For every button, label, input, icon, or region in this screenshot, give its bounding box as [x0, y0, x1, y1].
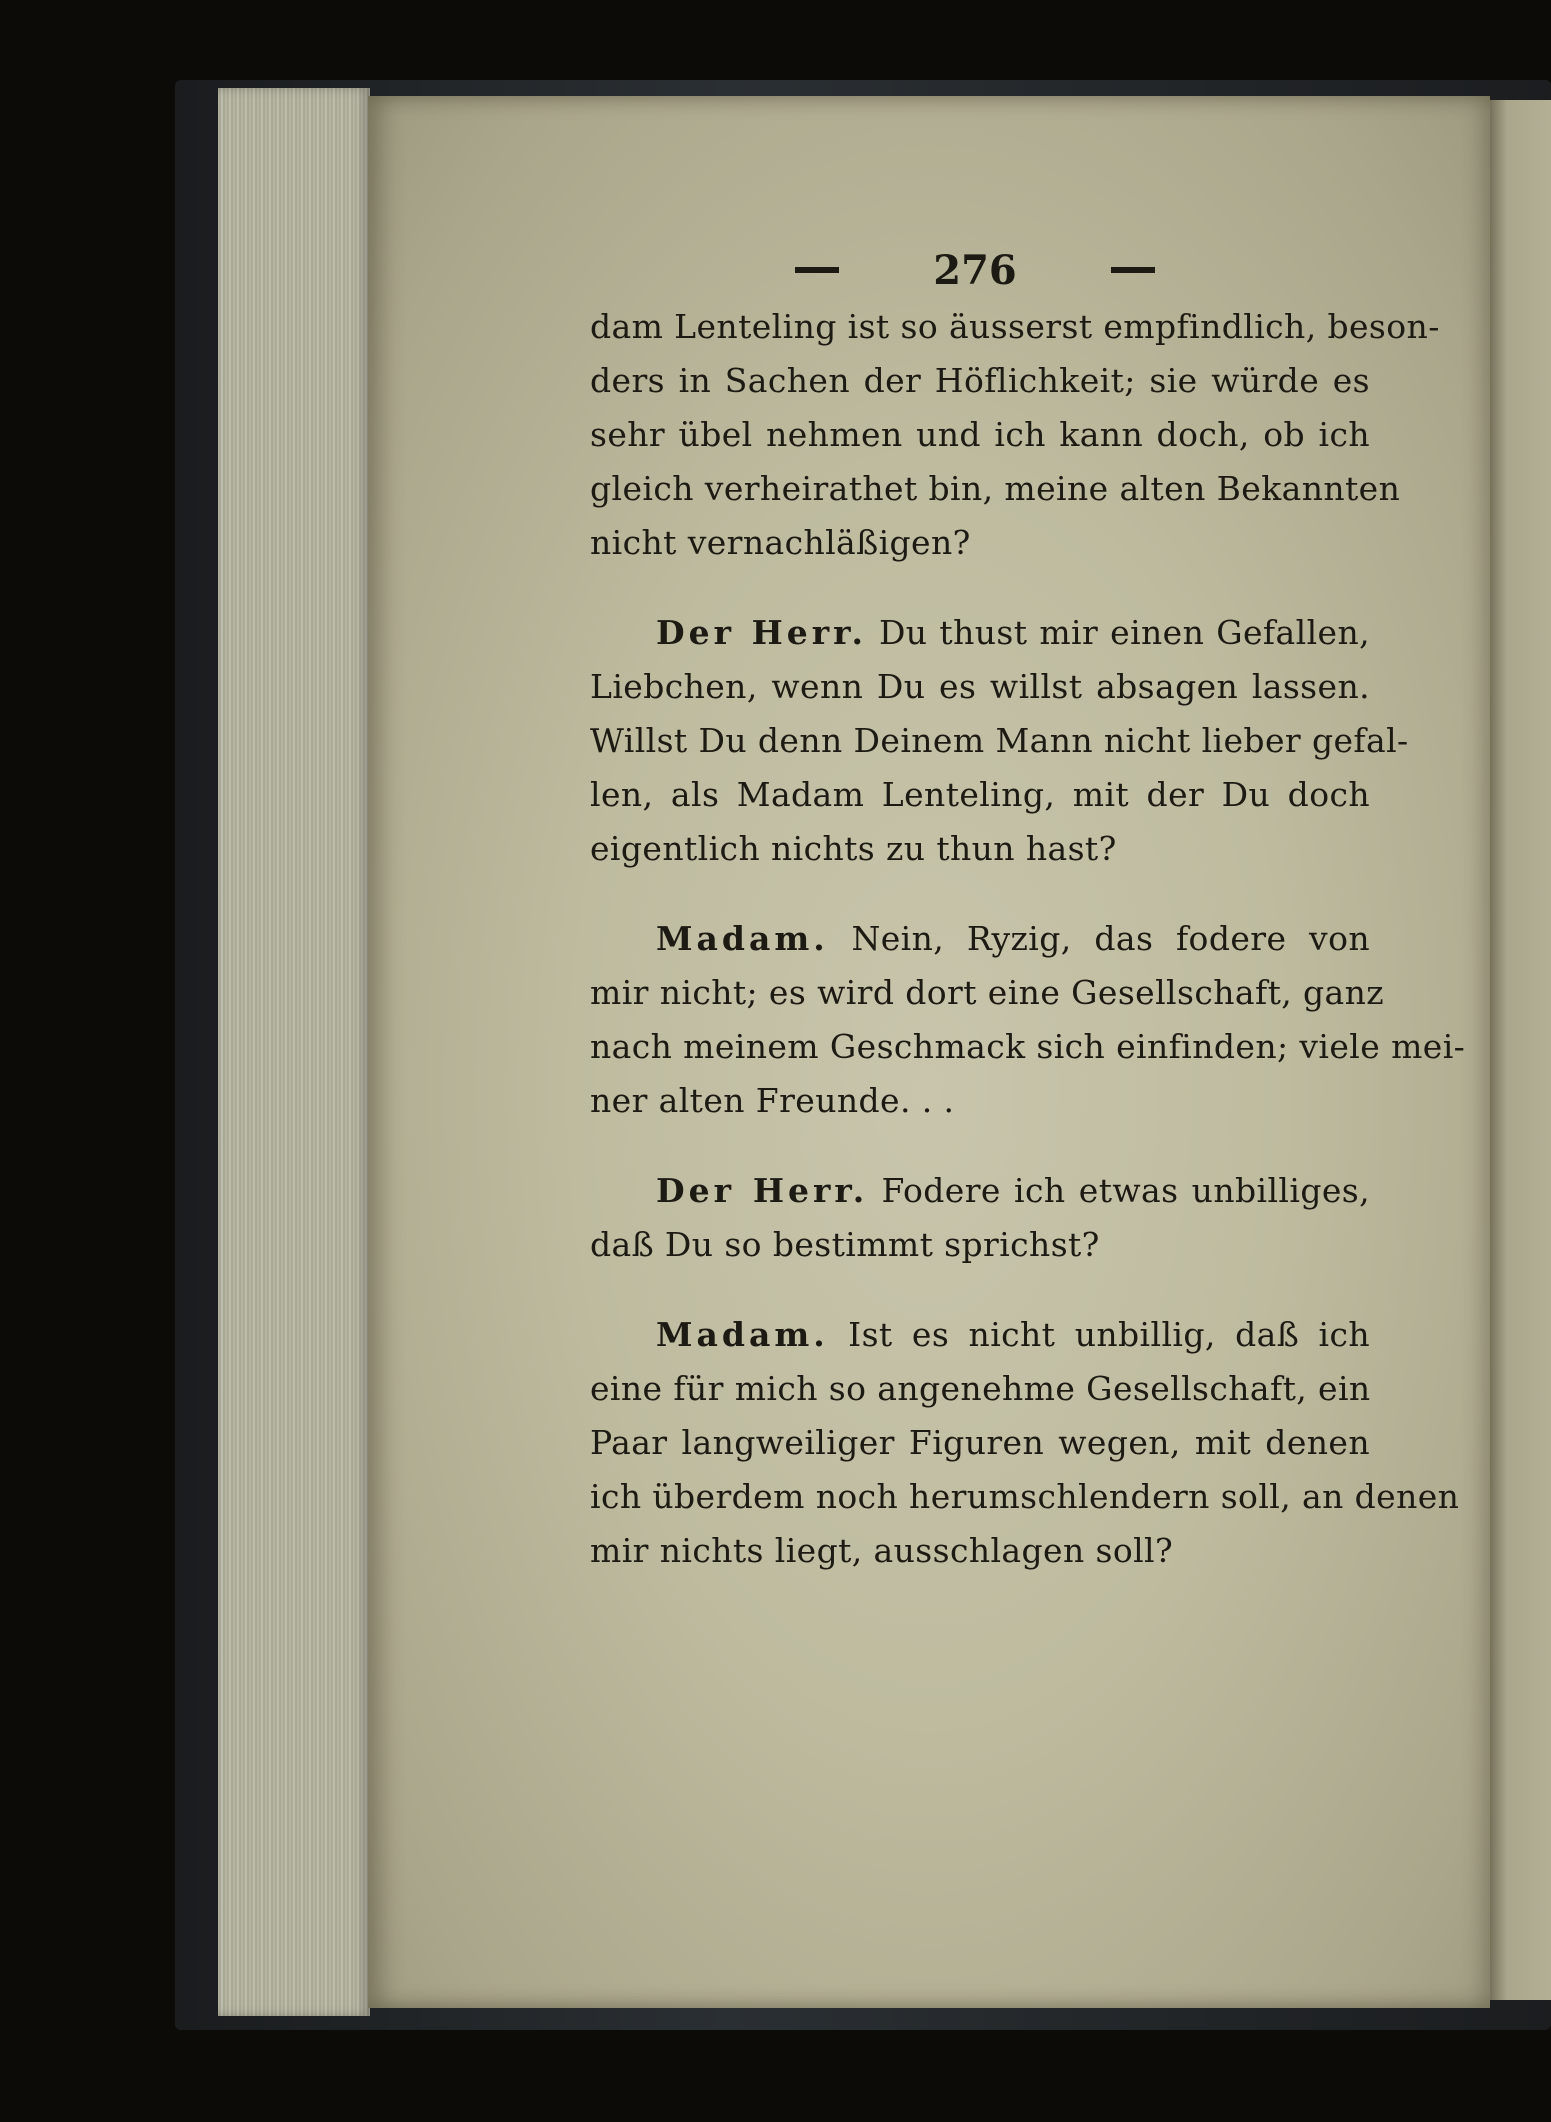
line-text: Nein, Ryzig, das fodere von [851, 919, 1371, 958]
line-text: Ist es nicht unbillig, daß ich [848, 1315, 1371, 1354]
text-line: Paar langweiliger Figuren wegen, mit denen [590, 1423, 1370, 1462]
text-line: nach meinem Geschmack sich einfinden; viele mei- [590, 1027, 1466, 1066]
text-line: Liebchen, wenn Du es willst absagen lassen. [590, 667, 1370, 706]
page-edges [218, 88, 370, 2016]
text-line [590, 606, 1370, 660]
text-line: ders in Sachen der Höflichkeit; sie würde es [590, 361, 1370, 400]
text-line [590, 1164, 1370, 1218]
text-line: ner alten Freunde. . . [590, 1081, 955, 1120]
paragraph [590, 1164, 1370, 1272]
paragraph [590, 606, 1409, 876]
speaker-label: Madam. [656, 1315, 829, 1354]
line-text: Fodere ich etwas unbilliges, [881, 1171, 1370, 1210]
page-header [795, 240, 1155, 300]
text-line: Willst Du denn Deinem Mann nicht lieber gefal- [590, 721, 1409, 760]
facing-page-edge [1488, 100, 1551, 2000]
text-line: ich überdem noch herumschlendern soll, an denen [590, 1477, 1460, 1516]
header-dash-right [1111, 267, 1155, 273]
page-text [590, 240, 1466, 1578]
page-number: 276 [933, 246, 1017, 294]
text-line: sehr übel nehmen und ich kann doch, ob ich [590, 415, 1370, 454]
line-text: Du thust mir einen Gefallen, [878, 613, 1370, 652]
text-line: len, als Madam Lenteling, mit der Du doch [590, 775, 1370, 814]
text-line: mir nichts liegt, ausschlagen soll? [590, 1531, 1174, 1570]
text-line: daß Du so bestimmt sprichst? [590, 1225, 1100, 1264]
paragraph [590, 912, 1466, 1128]
text-line: nicht vernachläßigen? [590, 523, 971, 562]
text-line: gleich verheirathet bin, meine alten Bekannten [590, 469, 1401, 508]
text-line [590, 1308, 1370, 1362]
text-line: eigentlich nichts zu thun hast? [590, 829, 1117, 868]
speaker-label: Der Herr. [656, 1171, 869, 1210]
paragraph [590, 1308, 1460, 1578]
speaker-label: Madam. [656, 919, 829, 958]
speaker-label: Der Herr. [656, 613, 867, 652]
header-dash-left [795, 267, 839, 273]
text-line: dam Lenteling ist so äusserst empfindlich, beson- [590, 307, 1440, 346]
text-line: mir nicht; es wird dort eine Gesellschaft, ganz [590, 973, 1385, 1012]
text-line: eine für mich so angenehme Gesellschaft, ein [590, 1369, 1371, 1408]
paragraph [590, 300, 1440, 570]
text-line [590, 912, 1370, 966]
